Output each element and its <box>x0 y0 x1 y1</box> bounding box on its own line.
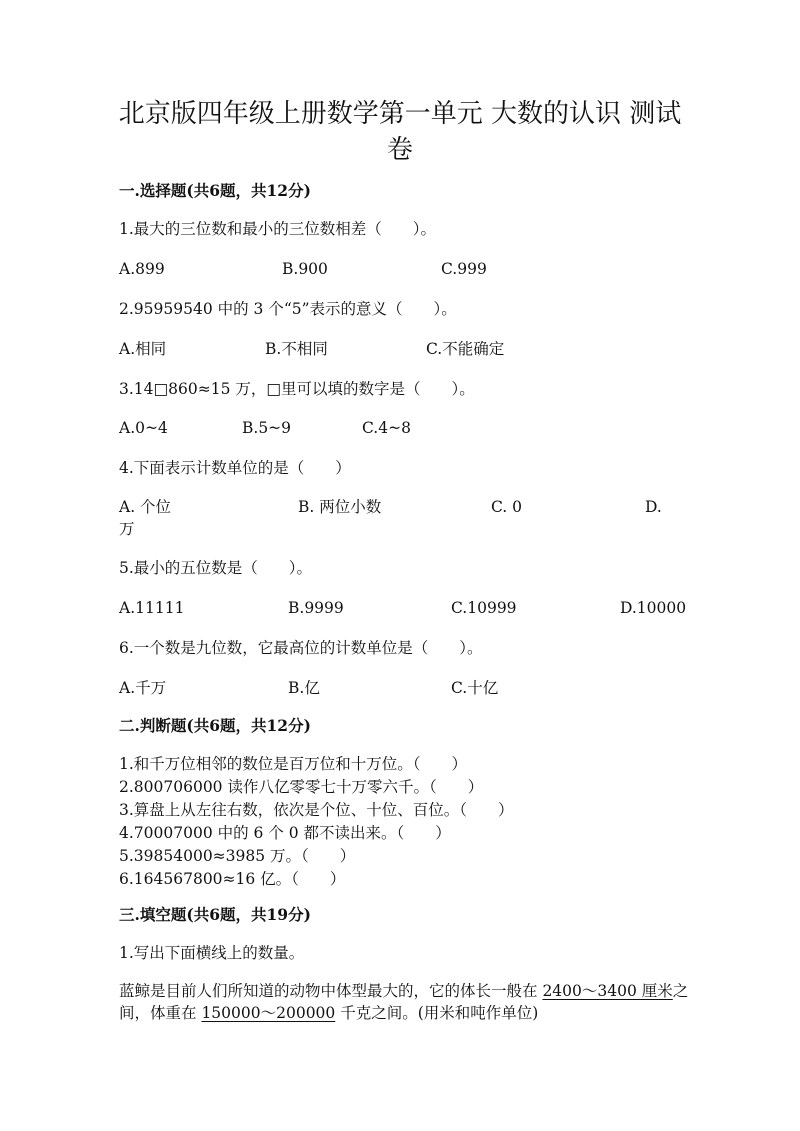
question-6: 6.一个数是九位数，它最高位的计数单位是（ ）。 <box>119 639 483 657</box>
q1-option-a: A.899 <box>119 260 165 278</box>
q1-option-b: B.900 <box>282 260 328 278</box>
q1-option-c: C.999 <box>441 260 487 278</box>
q6-option-b: B.亿 <box>288 679 320 697</box>
q4-option-a: A. 个位 <box>119 498 172 516</box>
para-text-2: 之间，体重在 <box>119 982 689 1022</box>
q5-option-d: D.10000 <box>620 599 687 617</box>
q4-option-b: B. 两位小数 <box>298 498 382 516</box>
q5-option-c: C.10999 <box>451 599 517 617</box>
question-1: 1.最大的三位数和最小的三位数相差（ ）。 <box>119 220 437 238</box>
underlined-length: 2400～3400 厘米 <box>542 982 673 1000</box>
question-5: 5.最小的五位数是（ ）。 <box>119 559 313 577</box>
judgement-item-4: 4.70007000 中的 6 个 0 都不读出来。（ ） <box>119 824 451 842</box>
q5-option-a: A.11111 <box>119 599 185 617</box>
q6-option-c: C.十亿 <box>451 679 499 697</box>
q2-option-b: B.不相同 <box>265 340 328 358</box>
section-heading-judgement: 二.判断题(共6题，共12分) <box>119 716 311 735</box>
judgement-item-6: 6.164567800≈16 亿。（ ） <box>119 870 346 888</box>
q4-option-d-wrap: 万 <box>119 520 135 538</box>
section-heading-fill: 三.填空题(共6题，共19分) <box>119 905 311 924</box>
q4-option-d: D. <box>645 498 662 516</box>
q5-option-b: B.9999 <box>288 599 344 617</box>
question-3: 3.14□860≈15 万，□里可以填的数字是（ ）。 <box>119 380 475 398</box>
page-title <box>100 96 700 168</box>
q6-option-a: A.千万 <box>119 679 167 697</box>
judgement-item-1: 1.和千万位相邻的数位是百万位和十万位。（ ） <box>119 755 468 773</box>
fill-question-1-paragraph <box>119 980 689 1024</box>
q2-option-c: C.不能确定 <box>426 340 505 358</box>
fill-question-1: 1.写出下面横线上的数量。 <box>119 944 305 962</box>
title-line-1: 北京版四年级上册数学第一单元 大数的认识 测试 <box>118 99 682 129</box>
para-text-1: 蓝鲸是目前人们所知道的动物中体型最大的，它的体长一般在 <box>119 982 543 1000</box>
q3-option-b: B.5~9 <box>242 419 292 437</box>
q2-option-a: A.相同 <box>119 340 167 358</box>
q3-option-c: C.4~8 <box>362 419 411 437</box>
judgement-item-3: 3.算盘上从左往右数，依次是个位、十位、百位。（ ） <box>119 801 514 819</box>
title-line-2: 卷 <box>386 135 413 165</box>
question-4: 4.下面表示计数单位的是（ ） <box>119 459 351 477</box>
para-text-3: 千克之间。(用米和吨作单位) <box>335 1004 539 1022</box>
section-heading-choice: 一.选择题(共6题，共12分) <box>119 181 311 200</box>
underlined-weight: 150000～200000 <box>201 1004 336 1022</box>
question-2: 2.95959540 中的 3 个“5”表示的意义（ ）。 <box>119 300 457 318</box>
judgement-item-2: 2.800706000 读作八亿零零七十万零六千。（ ） <box>119 778 484 796</box>
q3-option-a: A.0~4 <box>119 419 168 437</box>
judgement-item-5: 5.39854000≈3985 万。（ ） <box>119 847 356 865</box>
q4-option-c: C. 0 <box>491 498 523 516</box>
